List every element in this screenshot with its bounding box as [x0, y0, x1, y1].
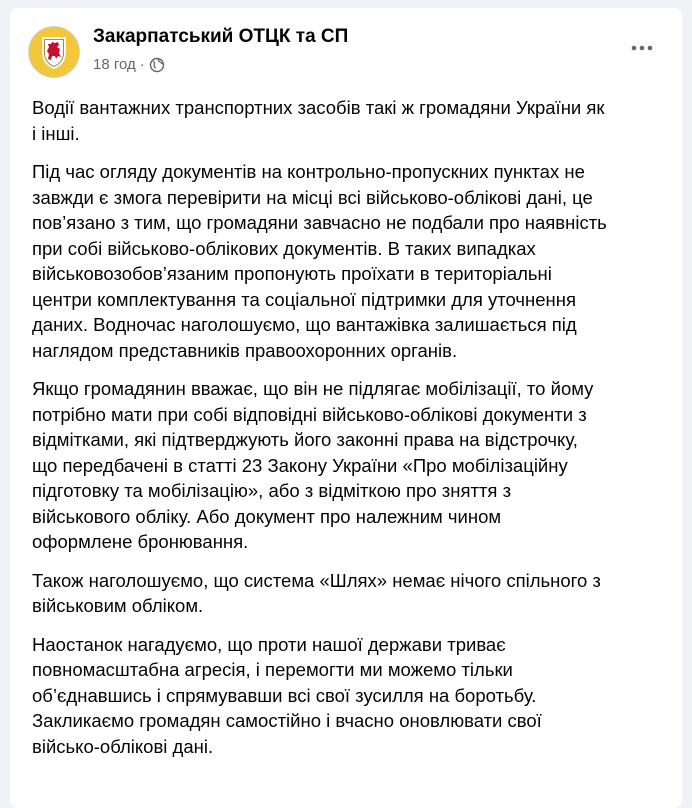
page-name-link[interactable]: Закарпатський ОТЦК та СП [93, 26, 349, 47]
text-line: даних. Водночас наголошуємо, що вантажівка залишається під [32, 314, 577, 335]
post-header [10, 8, 682, 88]
text-line: Закликаємо громадян самостійно і вчасно оновлювати свої [32, 710, 542, 731]
text-line: відмітками, які підтверджують його законні права на відстрочку, [32, 429, 578, 450]
post-text [32, 95, 664, 772]
text-line: Під час огляду документів на контрольно-пропускних пунктах не [32, 161, 585, 182]
post-card [10, 8, 682, 808]
post-paragraph [32, 159, 664, 363]
text-line: військовозобов’язаним пропонують проїхати в територіальні [32, 263, 552, 284]
text-line: військового обліку. Або документ про належним чином [32, 505, 502, 527]
text-line: об’єднавшись і спрямувавши всі свої зусилля на боротьбу. [32, 684, 537, 706]
text-line: повномасштабна агресія, і перемогти ми можемо тільки [32, 659, 513, 680]
globe-icon[interactable] [149, 57, 165, 73]
post-paragraph [32, 95, 664, 146]
text-line: оформлене бронювання. [32, 531, 249, 552]
post-paragraph [32, 568, 664, 619]
text-line: і інші. [32, 122, 80, 144]
post-timestamp[interactable]: 18 год [93, 56, 136, 73]
text-line: що передбачені в статті 23 Закону України «Про мобілізаційну [32, 454, 568, 476]
more-options-button[interactable] [624, 36, 660, 60]
text-line: Водії вантажних транспортних засобів такі ж громадяни України як [32, 97, 605, 118]
page-avatar[interactable] [28, 26, 80, 78]
coat-of-arms-bear-icon [34, 32, 74, 72]
post-paragraph [32, 376, 664, 555]
post-meta [93, 56, 165, 73]
post-paragraph [32, 632, 664, 760]
text-line: при собі військово-облікових документів. В таких випадках [32, 237, 536, 259]
text-line: Наостанок нагадуємо, що проти нашої держави триває [32, 633, 506, 655]
text-line: наглядом представників правоохоронних органів. [32, 339, 458, 361]
text-line: пов’язано з тим, що громадяни завчасно не подбали про наявність [32, 212, 607, 233]
text-line: завжди є змога перевірити на місці всі військово-облікові дані, це [32, 186, 593, 208]
text-line: Якщо громадянин вважає, що він не підлягає мобілізації, то йому [32, 378, 594, 399]
text-line: підготовку та мобілізацію», або з відміткою про зняття з [32, 480, 512, 501]
meta-separator: · [139, 56, 145, 73]
text-line: потрібно мати при собі відповідні військово-облікові документи з [32, 403, 587, 425]
text-line: Також наголошуємо, що система «Шлях» немає нічого спільного з [32, 569, 601, 591]
text-line: військо-облікові дані. [32, 735, 214, 757]
text-line: військовим обліком. [32, 595, 204, 616]
more-horizontal-icon [630, 44, 654, 52]
text-line: центри комплектування та соціальної підтримки для уточнення [32, 288, 576, 310]
